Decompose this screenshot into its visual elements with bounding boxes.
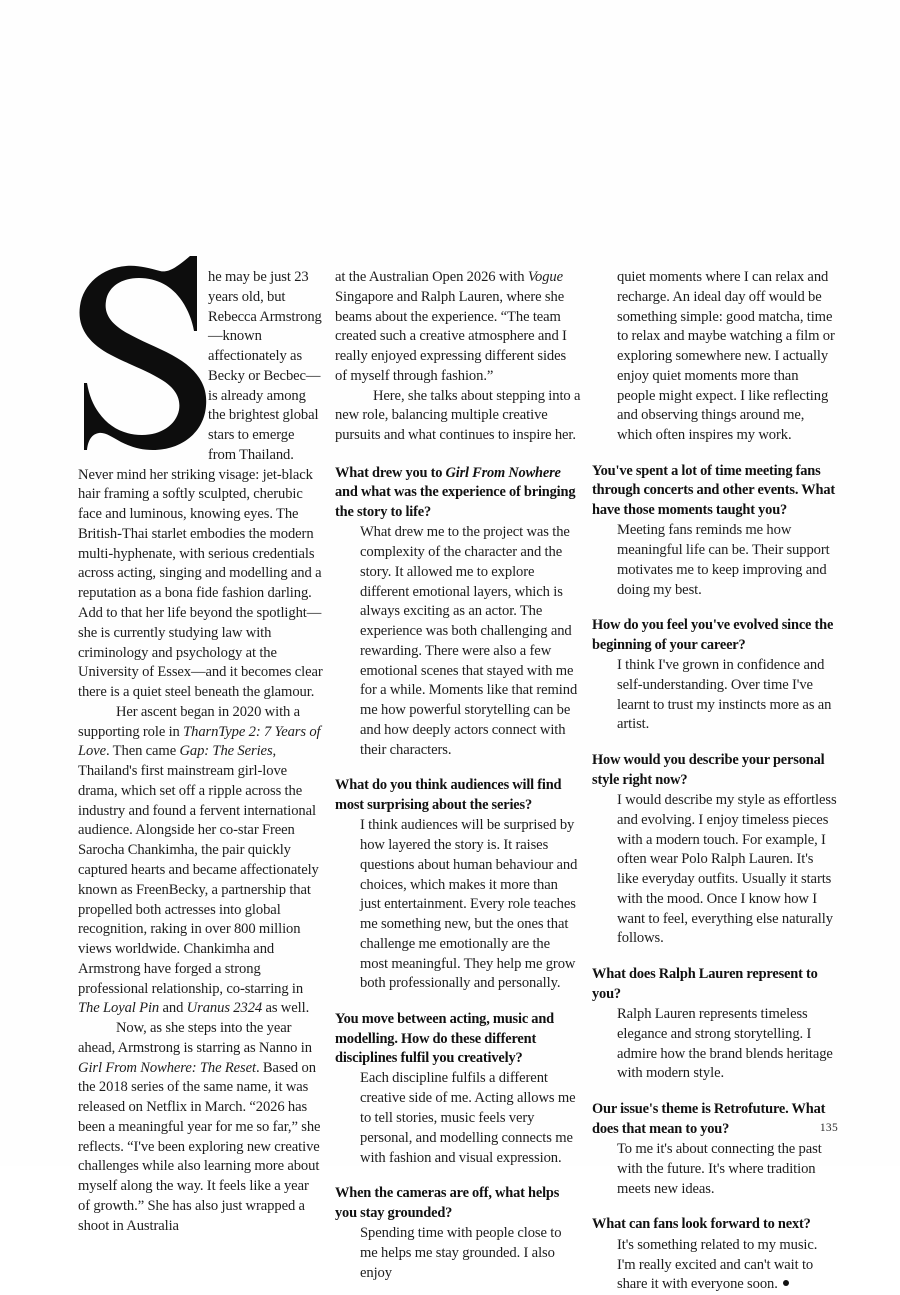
cont-text-1: at the Australian Open 2026 with	[335, 269, 528, 285]
para3-text-2: . Based on the 2018 series of the same name, it was released on Netflix in March. “2026 has been a meaningful year for me so far,” she reflects. “I've been exploring new creative challenges while also learning more about myself along the way. It feels like a year of growth.” She has also just wrapped a shoot in Australia	[78, 1059, 321, 1234]
question-10: What can fans look forward to next?	[592, 1216, 811, 1233]
answer-7: I would describe my style as effortless and evolving. I enjoy timeless pieces with a modern touch. For example, I often wear Polo Ralph Lauren. It's like everyday outfits. Usually it starts with the mood. Once I know how I want to feel, everything else naturally follows.	[617, 792, 837, 947]
answer-9: To me it's about connecting the past with the future. It's where tradition meets new ideas.	[617, 1141, 822, 1197]
column-1	[78, 268, 324, 1234]
answer-1: What drew me to the project was the complexity of the character and the story. It allowed me to explore different emotional layers, which is always exciting as an actor. The experience was both challenging and rewarding. There were also a few emotional scenes that stayed with me for a while. Moments like that remind me how powerful storytelling can be and how deeply actors connect with their characters.	[360, 524, 578, 758]
body-paragraph-2	[78, 703, 324, 1019]
drop-cap-container	[78, 268, 204, 448]
title-girl-from-nowhere-reset: Girl From Nowhere: The Reset	[78, 1059, 256, 1076]
cont-text-2: Singapore and Ralph Lauren, where she beams about the experience. “The team created such a creative atmosphere and I really enjoyed expressing different sides of myself through fashion.”	[335, 288, 567, 384]
para2-text-5: as well.	[262, 1000, 310, 1017]
question-9: Our issue's theme is Retrofuture. What does that mean to you?	[592, 1101, 826, 1137]
para3-text-1: Now, as she steps into the year ahead, Armstrong is starring as Nanno in	[78, 1020, 312, 1056]
para2-text-4: and	[159, 1000, 187, 1017]
end-mark-icon	[783, 1280, 789, 1286]
answer-10	[617, 1236, 838, 1295]
title-uranus-2324: Uranus 2324	[186, 1000, 263, 1017]
answer-8: Ralph Lauren represents timeless elegance and strong storytelling. I admire how the brand blends heritage with modern style.	[617, 1006, 833, 1082]
continuation-paragraph	[335, 268, 581, 387]
answer-6: I think I've grown in confidence and self-understanding. Over time I've learnt to trust my instincts more as an artist.	[617, 657, 832, 733]
question-6: How do you feel you've evolved since the beginning of your career?	[592, 617, 834, 653]
drop-cap-letter-s	[72, 254, 212, 454]
body-paragraph-3	[78, 1019, 324, 1236]
page-number: 135	[819, 1122, 838, 1134]
title-gap-the-series: Gap: The Series	[179, 743, 273, 760]
question-1-text-2: and what was the experience of bringing the story to life?	[335, 484, 576, 520]
question-8: What does Ralph Lauren represent to you?	[592, 966, 818, 1002]
answer-10-text: It's something related to my music. I'm really excited and can't wait to share it with everyone soon.	[617, 1236, 818, 1293]
answer-4-continued: quiet moments where I can relax and recharge. An ideal day off would be something simple: good matcha, time to relax and maybe watching a film or exploring somewhere new. I actually enjoy quiet moments more than people might expect. I like reflecting and observing things around me, which often inspires my work.	[617, 269, 835, 444]
question-1-text-1: What drew you to	[335, 464, 446, 481]
title-tharntype: TharnType 2: 7 Years of Love	[78, 723, 321, 760]
para2-text-3: , Thailand's first mainstream girl-love drama, which set off a ripple across the industry and found a fervent international audience. Alongside her co-star Freen Sarocha Chankimha, the pair quickly captured hearts and became affectionately known as FreenBecky, a partnership that propelled both actresses into global recognition, raking in over 800 million views worldwide. Chankimha and Armstrong have forged a strong professional relationship, co-starring in	[78, 743, 319, 997]
answer-4: Spending time with people close to me helps me stay grounded. I also enjoy	[360, 1225, 562, 1281]
question-7: How would you describe your personal style right now?	[592, 752, 825, 788]
question-3: You move between acting, music and modelling. How do these different disciplines fulfil you creatively?	[335, 1011, 555, 1067]
answer-3: Each discipline fulfils a different creative side of me. Acting allows me to tell stories, music feels very personal, and modelling connects me with fashion and visual expression.	[360, 1070, 576, 1166]
title-vogue: Vogue	[527, 269, 564, 285]
para2-text-1: Her ascent began in 2020 with a supporting role in	[78, 703, 301, 740]
answer-2: I think audiences will be surprised by how layered the story is. It raises questions about human behaviour and choices, which makes it more than just entertainment. Every role teaches me something new, but the ones that challenge me emotionally are the most meaningful. They help me grow both professionally and personally.	[360, 817, 578, 992]
intro-to-interview: Here, she talks about stepping into a new role, balancing multiple creative pursuits and what continues to inspire her.	[335, 387, 581, 444]
title-girl-from-nowhere: Girl From Nowhere	[445, 464, 561, 481]
title-the-loyal-pin: The Loyal Pin	[78, 1000, 160, 1017]
question-4: When the cameras are off, what helps you stay grounded?	[335, 1185, 560, 1221]
question-1	[335, 464, 581, 522]
answer-5: Meeting fans reminds me how meaningful life can be. Their support motivates me to keep improving and doing my best.	[617, 522, 830, 598]
question-2: What do you think audiences will find most surprising about the series?	[335, 777, 562, 813]
column-2	[335, 268, 581, 1281]
question-5: You've spent a lot of time meeting fans through concerts and other events. What have those moments taught you?	[592, 462, 836, 518]
para2-text-2: . Then came	[106, 743, 180, 760]
lead-paragraph: he may be just 23 years old, but Rebecca Armstrong—known affectionately as Becky or Becbec—is already among the brightest global stars to emerge from Thailand. Never mind her striking visage: jet-black hair framing a softly sculpted, cherubic face and luminous, knowing eyes. The British-Thai starlet embodies the modern multi-hyphenate, with serious credentials across acting, singing and modelling and a reputation as a bona fide fashion darling. Add to that her life beyond the spotlight—she is currently studying law with criminology and psychology at the University of Essex—and it becomes clear there is a quiet steel beneath the glamour.	[78, 269, 323, 701]
